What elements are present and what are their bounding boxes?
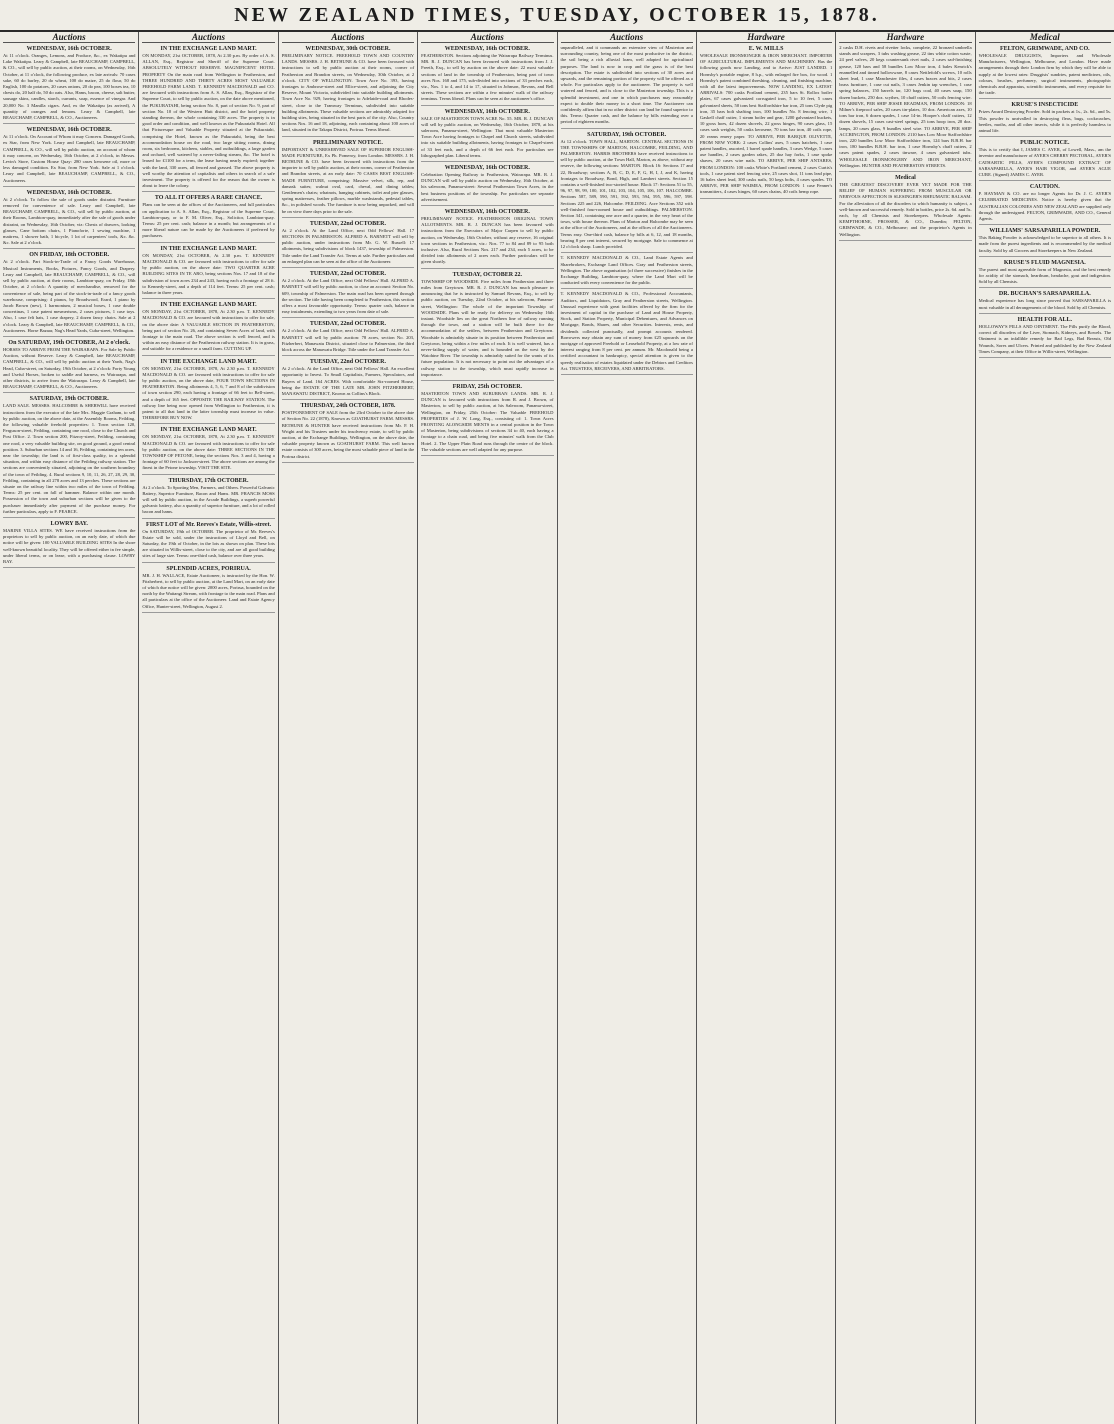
notice-title: PUBLIC NOTICE. — [1020, 140, 1070, 147]
notice — [282, 320, 414, 356]
notice-title: ON FRIDAY, 18th OCTOBER. — [29, 252, 110, 259]
column-heading: Auctions — [421, 32, 553, 43]
notice — [421, 45, 553, 106]
notice-body: At 2 o'clock. At the Land Office, next Odd Fellows' Hall. ALFRED A. BARNETT will sell by public auction, to close an account: Section No. 609, township of Palmerston. The main road has been opened through the section. The title having been completed to Featherston, this section offers a most favourable opportunity. Terms: quarter cash, balance in easy instalments, extending to two years from date of sale. — [281, 278, 415, 315]
notice-body: HORSES TO ARRIVE FROM THE WAIRARAPA. For Sale by Public Auction, without Reserve. Leary & Campbell, late BEAUCHAMP, CAMPBELL, & CO., will sell by public auction at their Yards, Nag's Head, Cuba-street, on Saturday, 19th October, at 2 o'clock: Forty Young and Useful Horses, broken to saddle and harness, ex Wairarapa, and other districts, to arrive from the Wairarapa. Leary & Campbell, late BEAUCHAMP, CAMPBELL, & CO., Auctioneers. — [3, 346, 136, 390]
notice-title: SATURDAY, 19th OCTOBER. — [587, 131, 667, 138]
notice — [282, 139, 414, 218]
notice-title: WEDNESDAY, 16th OCTOBER. — [26, 127, 112, 134]
notice-title: On SATURDAY, 19th OCTOBER, At 2 o'clock. — [8, 339, 130, 346]
notice-body: THE GREATEST DISCOVERY EVER YET MADE FOR THE RELIEF OF HUMAN SUFFERING FROM MUSCULAR OR NERVOUS AFFECTION IS SLESINGER'S RHEUMATIC BALSAM. For the alleviation of all the disorders to which humanity is subject, a well-known and successful remedy. Sold in bottles, price 2s. 6d. and 5s. each, by all Chemists and Storekeepers. Wholesale Agents: KEMPTHORNE, PROSSER, & CO., Dunedin; FELTON, GRIMWADE, & CO., Melbourne; and the proprietor's Agents in Wellington. — [839, 182, 972, 237]
notice — [421, 108, 553, 162]
notice-title: TUESDAY, 22nd OCTOBER. — [309, 359, 387, 366]
notice — [979, 316, 1111, 358]
column-heading: Auctions — [282, 32, 414, 43]
notice — [3, 339, 135, 393]
notice-title: IN THE EXCHANGE LAND MART. — [160, 302, 257, 309]
notice-body: At 2 o'clock. At the Land Office, next Odd Fellows' Hall. An excellent opportunity to Invest. To Small Capitalists, Farmers, Speculators, and Buyers of Land. 164 ACRES. With comfortable Six-roomed House, being the ESTATE OF THE LATE MR. JOHN PITZHERBERT, MANAWATU DISTRICT, Known as Collins's Block. — [281, 366, 415, 396]
notice-body: At 2 o'clock. To Sporting Men, Farmers, and Others. Powerful Galvanic Battery, Superior Furniture, Bacon and Hams. MR. FRANCIS MOSS will sell by public auction, in the Arcade Buildings, a superb powerful galvanic battery, also a quantity of superior furniture, and a lot of rolled bacon and hams. — [142, 484, 275, 515]
columns — [0, 32, 1114, 1424]
notice-title: IN THE EXCHANGE LAND MART. — [160, 427, 257, 434]
column-heading: Hardware — [839, 32, 971, 43]
column-heading: Medical — [979, 32, 1111, 43]
notice-title: CAUTION. — [1029, 184, 1060, 191]
notice — [979, 259, 1111, 289]
notice-body: ON MONDAY, 21st OCTOBER, 1878, At 2.30 p.m. T. KENNEDY MACDONALD & CO. are favoured with instructions to offer for sale, on the above date: A VALUABLE SECTION IN FEATHERSTON, being part of section No. 26, and containing Seven Acres of land, with frontage to the main road. The above section is well fenced, and is within an easy distance of the Featherston railway station. It is in grass, and suitable for a residence or a small farm. CUTTING UP. — [142, 309, 275, 352]
notice-body: PRELIMINARY NOTICE. FREEHOLD TOWN AND COUNTRY LANDS. MESSRS. J. H. BETHUNE & CO. have been favoured with instructions to sell by public auction at their rooms, corner of Featherston and Brandon streets, on Wednesday, 30th October, at 2 o'clock. CITY OF WELLINGTON. Town Acre No. 393, having frontages to Ambrose-street and Ellice-street, and adjoining the City Reserve, Mount Victoria, subdivided into suitable building allotments. Town Acre No. 929, having frontages to Adelaide-road and Rhodes-street, close to the Tramway Terminus, subdivided into suitable building allotments. These valuable sections are admirably adapted for building sites, being situated in the best parts of the city. Also, Country sections Nos. 16 and 18, adjoining, each containing about 100 acres of land, situated in the Takapu District, Porirua. Terms liberal. — [281, 53, 415, 133]
notice-title: WEDNESDAY, 16th OCTOBER. — [444, 108, 530, 115]
notice-title: KRUSE'S FLUID MAGNESIA. — [1003, 259, 1086, 266]
notice-body: Celebration Opening Railway to Featherston, Wairarapa. MR. R. J. DUNCAN will sell by public auction on Wednesday, 16th October, at his saleroom, Panama-street: Several Featherston Town Acres, in the best business positions of the township. For particulars see separate advertisement. — [421, 172, 554, 202]
notice — [839, 45, 971, 172]
notice-title: KRUSE'S INSECTICIDE — [1011, 102, 1079, 109]
column-heading: Hardware — [700, 32, 832, 43]
notice — [142, 521, 274, 563]
notice — [979, 45, 1111, 99]
notice-body: MARINE VILLA SITES. WE have received instructions from the proprietors to sell by public auction, on an early date, of which due notice will be given: 100 VALUABLE BUILDING SITES In the shore well-known beautiful locality. They will be offered either in fee simple, under liberal terms, or on lease, with a purchasing clause. LOWRY BAY. — [3, 528, 136, 565]
notice-title: FIRST LOT of Mr. Reeves's Estate, Willis-street. — [146, 521, 272, 528]
notice-body: Medical experience has long since proved that SARSAPARILLA is most valuable in all derangements of the blood. Sold by all Chemists. — [978, 298, 1111, 310]
notice — [282, 270, 414, 318]
notice — [839, 174, 971, 241]
column-5 — [557, 32, 696, 1424]
notice — [421, 164, 553, 206]
notice — [979, 227, 1111, 257]
notice — [142, 358, 274, 425]
notice — [142, 565, 274, 613]
notice-title: PRELIMINARY NOTICE. — [312, 139, 383, 146]
notice — [142, 301, 274, 355]
notice-title: WEDNESDAY, 16th OCTOBER. — [444, 46, 530, 52]
notice-body: MASTERTON TOWN AND SUBURBAN LANDS. MR. R. J. DUNCAN is favoured with instructions from R. and J. Brown, of Masterton, to sell by public auction, at his Saleroom, Panama-street, Wellington, on Friday, 25th October: The Valuable FREEHOLD PROPERTIES of J. W. Long, Esq., consisting of: 1. Town Acres FRONTING ALONGSIDE MENTS in a central position in the Town of Masterton, being subdivisions of sections 34 to 40, each having a frontage to a chain road, and being five minutes' walk from the Club Hotel. 2. The Upper Plain Road runs through the centre of the block. The valuable sections are well adapted for any purpose. — [421, 390, 554, 452]
notice-body: T. KENNEDY MACDONALD & CO., Professional Accountants, Auditors, and Liquidators, Gray and Featherston streets, Wellington. Unusual experience with great facilities offered by the firm for the investment of capital in the purchase of Land and House Property, Stock, and Station Property, Municipal Debentures, and Advances on Mortgage, Bonds, Shares, and other Securities. Interests, rents, and dividends collected punctually, and prompt accounts rendered. Borrowers may obtain any sum of money from £25 upwards on the mortgage of approved Freehold or Leasehold Property, at a low rate of interest ranging from 8 per cent. per annum. Mr. Macdonald being a certified accountant in bankruptcy, special attention is given to the speedy realisation of estates liquidated under the Debtors and Creditors Act. TRUSTEES, RECEIVERS, AND ARBITRATORS. — [560, 291, 693, 371]
notice-title: IN THE EXCHANGE LAND MART. — [160, 358, 257, 365]
notice-body: PRELIMINARY NOTICE. FEATHERSTON ORIGINAL TOWN ALLOTMENTS. MR. R. J. DUNCAN has been favoured with instructions from the Executors of Major Carpen to sell by public auction, on Wednesday, 16th October, without any reserve, 16 original town sections in Featherston, viz.: Nos. 77 to 84 and 89 to 95 both inclusive. Also, Rural Sections Nos. 217 and 234, each 5 acres, to be divided into allotments of 2 acres each. Further particulars will be given shortly. — [421, 216, 554, 265]
notice-title: Medical — [895, 175, 916, 182]
notice-body: unparalleled, and it commands an extensive view of Masterton and surrounding country, being one of the most productive in the district, the soil being a rich alluvial loam, well adapted for agricultural purposes. The land is now in crop and the grass is of the best description. The estate is subdivided into sections of 30 acres and upwards, and the remaining portion of the property will be offered as a whole. For particulars apply to the auctioneer. The property is well watered and fenced, and is close to the Masterton township. This is a splendid investment, and one in which purchasers may reasonably expect to double their money in a short time. The Auctioneer can confidently affirm that in no other district can land be found superior to this. Terms: Quarter cash, and the balance by bills extending over a period of eighteen months. — [560, 45, 693, 125]
notice-title: TUESDAY, 22nd OCTOBER. — [309, 271, 387, 278]
notice-title: WILLIAMS' SARSAPARILLA POWDER. — [989, 228, 1101, 235]
notice-body: MR. J. H. WALLACE, Estate Auctioneer, is instructed by the Hon. W. Fitzherbert, to sell by public auction, at the Land Mart, on an early date of which due notice will be given: 2000 acres, Porirua, bounded on the north by the Waitangi Stream, with frontage to the main road. Plans and all particulars at the office of the Auctioneer. Land and Estate Agency Office, Hunter-street, Wellington, August 2. — [142, 572, 275, 609]
notice — [979, 101, 1111, 137]
notice-body: T. KENNEDY MACDONALD & CO., Land Estate Agents and Sharebrokers, Exchange Land Offices. Gray and Featherston streets, Wellington. The above organisation (of three successive) finishes in the Exchange Building, Lambton-quay, where the Land Mart will be conducted with every convenience for the public. — [560, 255, 693, 286]
notice-title: THURSDAY, 17th OCTOBER. — [168, 477, 249, 484]
notice — [700, 45, 832, 199]
notice — [561, 255, 693, 289]
notice-title: WEDNESDAY, 16th OCTOBER. — [26, 189, 112, 196]
notice — [561, 291, 693, 375]
notice-body: ON MONDAY, 21st OCTOBER, 1878, At 2.30 p.m. T. KENNEDY MACDONALD & CO. are favoured with instructions to offer for sale by public auction, on the above date, FOUR TOWN SECTIONS IN FEATHERSTON. Being allotments 4, 5, 6, 7 and 8 of the subdivision of town section 290, each having a frontage of 66 feet to Bell-street, and a depth of 165 feet. OPPOSITE THE RAILWAY STATION. The railway line being now opened from Wellington to Featherston, it is patent to all that land in the latter township must increase in value. THEREFORE BUY NOW. — [142, 365, 275, 421]
notice-title: WEDNESDAY, 30th OCTOBER. — [305, 46, 391, 52]
notice — [282, 402, 414, 463]
notice — [979, 139, 1111, 181]
column-7 — [835, 32, 974, 1424]
notice — [282, 358, 414, 400]
notice — [3, 189, 135, 250]
notice-body: HOLLOWAY'S PILLS AND OINTMENT. The Pills purify the Blood, correct all disorders of the Liver, Stomach, Kidneys, and Bowels. The Ointment is an infallible remedy for Bad Legs, Bad Breasts, Old Wounds, Sores and Ulcers. Printed and published by the New Zealand Times Company, at their Office in Willis-street, Wellington. — [978, 323, 1111, 354]
notice-title: E. W. MILLS — [748, 46, 784, 52]
notice-title: TUESDAY, 22nd OCTOBER. — [309, 321, 387, 328]
notice — [282, 220, 414, 268]
notice — [3, 45, 135, 124]
notice-body: 2 casks D.H. rivets and rivetter locks, complete, 22 bronzed umbrella stands and scrapers, 3 tubs washing grease, 22 tins white cotton waste, 24 peel valves, 20 kegs countersunk rivet nails, 2 cases sad-finishing grease, 120 bars and 58 bundles Low Moor iron, 4 bales Kenrick's enamelled and tinned hollowware, 8 cases Nettlefold's screws, 10 rolls sheet lead, 1 case Manchester files, 4 cases braces and bits, 2 cases brass furniture, 1 case cut nails, 3 cases Jenkin tap wrenches, 1 case spring balances, 150 barrels tar, 120 bags coal, 40 cases soap, 150 dozen buckets, 250 doz. scythes, 10 chaff cutters, 50 coils fencing wire. TO ARRIVE, PER SHIP JESSIE READMAN, FROM LONDON: 18 Milner's fireproof safes, 20 cases tin-plates, 10 doz. American axes, 10 tons bar iron, 6 dozen spades, 1 case 14-in. Hooper's chaff cutters, 12 dozen shovels, 15 cases cast-steel springs, 25 tons hoop iron, 20 doz. lamps, 20 cases glass, 9 bundles steel wire. TO ARRIVE, PER SHIP ACCRINGTON, FROM LONDON: 2110 bars Low Moor Staffordshire iron, 220 bundles Low Moor Staffordshire iron, 124 bars B.B.H. bar iron, 180 bundles B.B.H. bar iron, 1 case Hornsby's chaff cutters, 2 cases patent spades, 2 cases tinware, 4 cases galvanized tubs. WHOLESALE IRONMONGERY AND IRON MERCHANT, Wellington. HUNTER AND FEATHERSTON STREETS. — [839, 45, 972, 168]
notice — [421, 271, 553, 381]
notice-body: SALE OF MASTERTON TOWN ACRE No. 55. MR. R. J. DUNCAN will sell by public auction, on Wednesday, 16th October, 1878, at his saleroom, Panama-street, Wellington: That most valuable Masterton Town Acre having frontages to Chapel and Church streets, subdivided into six suitable building allotments, having frontages to Chapel-street of 33 feet each, and a depth of 66 feet each. For particulars see lithographed plan. Liberal terms. — [421, 115, 554, 158]
notice-title: TUESDAY, 22nd OCTOBER. — [309, 220, 387, 227]
notice-title: HEALTH FOR ALL. — [1017, 316, 1072, 323]
column-2 — [138, 32, 277, 1424]
notice-title: SPLENDID ACRES, PORIRUA. — [166, 565, 251, 572]
notice-body: LAND SALE. MESSRS. HALCOMBE & SHERWILL have received instructions from the executor of the late Mrs. Maggie Graham, to sell by public auction, on the above date, at the Assembly Rooms, Feilding, the following valuable freehold properties: 1. Town section 120, Ferguson-street, Feilding, containing one rood, close to the Church and Post Office. 2. Town section 200, Fitzroy-street, Feilding, containing one rood, a very valuable building site, on good ground, a good central position. 3. Suburban sections 14 and 16, Feilding, containing ten acres, near the township; the land is of first-class quality, in a splendid situation, and within easy distance of the Feilding railway station. The sections are conveniently situated, adjoining on the southern boundary of the town of Feilding. 4. Rural sections 9, 10, 11, 26, 27, 28, 29, 30, Feilding, containing in all 278 acres and 13 perches. These sections are situate on the railway line within two miles of the town of Feilding. Terms: 25 per cent. on fall of hammer. Balance within one month. Possession of the town and suburban sections will be given to the purchaser immediately after payment of the purchase money. For further particulars, apply to F. PEARCE. — [3, 403, 136, 514]
notice-body: FEATHERSTON. Sections adjoining the Wairarapa Railway Terminus. MR. R. J. DUNCAN has been favoured with instructions from J. J. Freeth, Esq., to sell by auction on the above date: 22 most valuable sections of land in the township of Featherston, being part of town acres Nos. 168 and 175, sub-divided into sections of 33 perches each, viz., Nos. 1 to 4, and 14 to 17, situated in Johnson, Revans, and Bell streets. These sections are within a few minutes' walk of the railway terminus. Terms liberal. Plans can be seen at the auctioneer's office. — [421, 53, 554, 102]
notice-title: LOWRY BAY. — [50, 521, 88, 527]
notice — [561, 45, 693, 129]
notice-body: IMPORTANT & UNRESERVED SALE OF SUPERIOR ENGLISH-MADE FURNITURE, Ex Ph. Pomeroy, from London. MESSRS. J. H. BETHUNE & CO. have been favoured with instructions from the importer to sell by public auction, at their rooms, corner of Featherston and Brandon streets, at an early date: 70 CASES BEST ENGLISH-MADE FURNITURE, comprising: Massive velvet, silk, rep, and damask suites; walnut oval, card, cheval, and dining tables; Gentlemen's chairs; whatnots, hanging cabinets, toilet and pier glasses, spring mattresses, feather pillows, marble washstands, pedestal tables, &c., in polished woods. The furniture is now being unpacked, and will be on view three days prior to the sale. — [281, 146, 415, 214]
column-8 — [975, 32, 1114, 1424]
notice-title: FRIDAY, 25th OCTOBER. — [452, 383, 523, 390]
notice — [979, 183, 1111, 225]
notice — [421, 383, 553, 456]
notice-title: THURSDAY, 24th OCTOBER, 1878. — [300, 403, 396, 410]
column-3 — [278, 32, 417, 1424]
column-4 — [417, 32, 556, 1424]
notice — [561, 131, 693, 254]
column-heading: Auctions — [3, 32, 135, 43]
notice-body: The purest and most agreeable form of Magnesia, and the best remedy for acidity of the stomach, heartburn, headache, gout and indigestion. Sold by all Chemists. — [978, 266, 1111, 285]
notice — [3, 126, 135, 187]
notice-title: WEDNESDAY, 16th OCTOBER. — [444, 165, 530, 172]
notice-title: WEDNESDAY, 16th OCTOBER. — [26, 46, 112, 52]
column-1 — [0, 32, 138, 1424]
notice — [142, 426, 274, 474]
notice-title: WEDNESDAY, 16th OCTOBER. — [444, 209, 530, 216]
masthead: NEW ZEALAND TIMES, TUESDAY, OCTOBER 15, 1878. — [0, 0, 1114, 32]
notice-title: TUESDAY, OCTOBER 22. — [452, 271, 523, 278]
notice — [3, 251, 135, 336]
notice — [142, 194, 274, 242]
column-heading: Auctions — [561, 32, 693, 43]
notice-body: ON MONDAY, 21st OCTOBER, 1878, At 2.30 p.m. T. KENNEDY MACDONALD & CO. are favoured with instructions to offer for sale by public auction, on the above date: THREE SECTIONS IN THE TOWNSHIP OF PETONE, being the sections Nos. 3 and 4, having a frontage of 60 feet to Jackson-street. The above sections are among the finest in the Petone township. VISIT THE SITE. — [142, 434, 275, 471]
notice-title: IN THE EXCHANGE LAND MART. — [160, 46, 257, 52]
notice — [282, 45, 414, 137]
notice-body: At 12 o'clock. TOWN HALL, MARTON. CENTRAL SECTIONS IN THE TOWNSHIPS OF MARTON, HALCOMBE, FEILDING, AND PALMERSTON. HARRIS BROTHERS have received instructions to sell by public auction, at the Town Hall, Marton, as above, without any reserve, the following sections: MARTON. Block 16: Sections 17 and 22, Broadway; sections A, B, C, D, E, F, G, H, I, J, and K, having frontages to Broadway, Bond, High, and Lambert streets. Section 15 contains a well-finished two-storied house. Block 17: Sections 51 to 55, 96, 97, 98, 99, 100, 101, 102, 103, 104, 105, 106, 107. HALCOMBE. Sections 587, 589, 590, 591, 592, 593, 594, 595, 596, 597, 598. Sections 225 and 226, Halcombe. FEILDING. Acre Sections 352 with well-finished four-roomed house and outbuildings. PALMERSTON. Section 341, containing one acre and a quarter, in the very heart of the town, with house thereon. Plans of Marton and Halcombe may be seen at the office of the Auctioneers, and at the offices of all the Auctioneers. Terms easy. One-third cash, balance by bills at 6, 12, and 18 months, bearing 8 per cent interest, secured by mortgage. Sale to commence at 12 o'clock sharp. Lunch provided. — [560, 138, 693, 250]
notice-body: At 11 o'clock. On Account of Whom it may Concern. Damaged Goods, ex Star, from New York. Leary and Campbell, late BEAUCHAMP, CAMPBELL, & CO., will sell by public auction, on account of whom it may concern, on Wednesday, 16th October, at 2 o'clock, in Messrs. Levin's Store, Custom House Quay: 280 cases kerosene oil, more or less damaged condition. Ex Star, from New York. Sale at 1 o'clock. Leary and Campbell, late BEAUCHAMP, CAMPBELL, & CO., Auctioneers. — [3, 134, 136, 183]
notice — [142, 477, 274, 519]
notice-body: On SATURDAY, 19th of OCTOBER. The proprietor of Mr. Reeves's Estate will be sold, under the instructions of Lloyd and Bell, on Saturday, the 19th of October, in the lots as shown on plan. These lots are situated in Willis-street, close to the city, and are all good building sites of large size. Terms: one-third cash, balance over three years. — [142, 528, 275, 559]
notice — [3, 395, 135, 518]
notice-body: WHOLESALE DRUGGISTS, Importers and Wholesale Manufacturers, Wellington, Melbourne, and London. Have made arrangements through their London firm by which they will be able to supply at the lowest rates: Druggists' sundries, patent medicines, oils, colours, brushes, perfumery, surgical instruments, photographic chemicals and apparatus, scientific instruments, and every requisite for the trade. — [978, 53, 1111, 96]
notice — [3, 520, 135, 568]
notice-title: IN THE EXCHANGE LAND MART. — [160, 245, 257, 252]
notice-body: WHOLESALE IRONMONGER & IRON MERCHANT. IMPORTER OF AGRICULTURAL IMPLEMENTS AND MACHINERY. Has the following goods now Landing, and to Arrive: JUST LANDED. 1 Hornsby's portable engine, 8 h.p., with enlarged fire box, for wood. 1 Hornsby's patent combined threshing, cleaning, and finishing machine, with all the latest improvements. NOW LANDING, EX LATEST ARRIVALS: 700 casks Portland cement, 235 bars St. Rollox boiler plates, 67 cases galvanized corrugated iron, 5 to 10 feet, 5 cases galvanized sheets, 50 tons best Staffordshire bar iron, 25 tons Clyde pig iron, 35 bars bolt shafting iron, 100 bundles No. 8 fencing wire, 1 Gaskell chaff cutter, 1 steam boiler and gear, 1200 galvanized buckets, 10 gross hoes, 42 dozen shovels, 22 gross hinges, 90 cases glass, 15 cases sash weights, 50 casks kerosene, 70 tons bar iron, 40 coils rope, 20 reams emery paper. TO ARRIVE, PER BARQUE OLIVETTE, FROM NEW YORK: 2 cases Collins' axes, 5 cases hatchets, 1 case patent handles, assorted, 1 barrel spade handles, 3 cases Wedge, 5 cases axe handles, 2 cases garden rakes, 25 doz hay forks, 1 case spoke shaves, 20 cases wire nails. TO ARRIVE, PER SHIP ANTARES, FROM LONDON: 100 casks White's Portland cement, 2 cases Curtis's tools, 1 case patent steel fencing wire, 25 cases shot, 11 tons lead pipe, 16 bales sheet lead, 300 casks nails, 50 kegs bolts, 4 cases spades. TO ARRIVE, PER SHIP WAIMEA, FROM LONDON: 1 case Fenner's transmitters, 4 cases hinges, 60 cases chains, 40 coils hemp rope. — [699, 53, 833, 195]
notice-body: At 2 o'clock. At the Land Office, next Odd Fellows' Hall. ALFRED A. BARNETT will sell by public auction: 78 acres, section No. 203, Fitzherbert, Manawatu District, situated close to Palmerston, the third block across the Manawatu Bridge. Title under the Land Transfer Act. — [281, 328, 415, 352]
notice-title: FELTON, GRIMWADE, AND CO. — [999, 46, 1090, 52]
notice-title: SATURDAY, 19th OCTOBER. — [29, 396, 109, 403]
notice — [142, 45, 274, 192]
notice-body: Prizes Award Destroying Powder. Sold in packets at 1s., 2s. 6d., and 5s. This powder is unrivalled in destroying fleas, bugs, cockroaches, beetles, moths, and all other insects, while it is perfectly harmless to animal life. — [978, 109, 1111, 134]
notice-body: Plans can be seen at the offices of the Auctioneers, and full particulars on application to A. S. Allan, Esq., Registrar of the Supreme Court, Lambton-quay, or to F. M. Oliver, Esq., Solicitor, Lambton-quay. Terms: 25 per cent. cash; balance in a month; but arrangements of a more liberal nature can be made by the Auctioneers if preferred by purchasers. — [142, 202, 275, 239]
notice-body: POSTPONEMENT OF SALE from the 23rd October to the above date of Section No. 22 (1878), Known as GOATHURST FARM. MESSRS. BETHUNE & HUNTER have received instructions from Mr. F. H. Wright and his Trustees under his insolvency estate, to sell by public auction, at the Exchange Buildings, Wellington, on the above date, the valuable property known as GOATHURST FARM. This well known estate consists of 300 acres, being the most valuable piece of land in the Porirua district. — [281, 410, 415, 459]
notice-title: DR. BUCHAN'S SARSAPARILLA. — [998, 291, 1091, 298]
notice-body: TOWNSHIP OF WOODSIDE. Five miles from Featherston and three miles from Greytown. MR. R. J. DUNCAN has much pleasure in announcing that he is instructed by Samuel Revans, Esq., to sell by public auction, on Tuesday, 22nd October, at his saleroom, Panama-street, Wellington: The whole of the important Township of WOODSIDE. Plans will be ready for delivery on Wednesday 16th instant. Woodside lies on the great Northern line of railway running through the town, and a station will be built there for the accommodation of the settlers, between Featherston and Greytown. Woodside is admirably situate in its position between Featherston and Greytown, being within a few miles of each. It is well watered, has a never-failing supply of water, and is bounded on the west by the Waiohine River. The township is admirably suited for the wants of its future population. It is not necessary to point out the advantages of a railway station to the township, which must rapidly increase in importance. — [421, 278, 554, 377]
notice-body: At 2 o'clock. To follow the sale of goods under distraint. Furniture removed for convenience of sale. Leary and Campbell, late BEAUCHAMP, CAMPBELL, & CO., will sell by public auction, at their Rooms, Lambton-quay, immediately after the sale of goods under distraint, on Wednesday, 16th October, viz: Chests of drawers, looking glasses, Cane bottom chairs, 1 Pianoforte, 1 sewing machine, 1 mattress, 1 shower bath, 1 bicycle, 1 lot of carpenters' tools, &c. &c. &c. Sale at 2 o'clock. — [3, 196, 136, 246]
column-heading: Auctions — [142, 32, 274, 43]
notice-body: ON MONDAY, 21st OCTOBER, 1878, At 2.30 p.m. By order of A. S. ALLAN, Esq., Registrar and Sheriff of the Supreme Court. ABSOLUTELY WITHOUT RESERVE. MAGNIFICENT HOTEL PROPERTY On the main road from Wellington to Featherston, and THREE HUNDRED AND THIRTY ACRES MOST VALUABLE FREEHOLD FARM LAND. T. KENNEDY MACDONALD and CO. are favoured with instructions from A. S. Allan, Esq., Registrar of the Supreme Court, to sell by public auction, on the date above mentioned, the PUKURATAHI, being section No. 8, part of section No. 9, part of section No. 10 of the Western Hutt district, and the hotel property standing thereon, the whole containing 330 acres. The property is in good order and condition, and well known as the Pukuratahi Hotel. All that Picturesque and Valuable Property situated at the Pukuratahi, comprising the Hotel, known as the Pakuratahi, being the best accommodation house on the road, two large sitting rooms, dining room, six bedrooms, kitchens, stables, and outbuildings, a large garden and orchard, well watered by a never-failing stream, &c. The hotel is leased for £1100 for a term, the lease having nearly expired; together with the land, 330 acres, all fenced and grassed. The above property is well worthy the attention of capitalists and others in search of a safe investment. The property is offered for the reason that the owner is about to leave the colony. — [142, 53, 275, 189]
notice-body: At 2 o'clock. Part Stock-in-Trade of a Fancy Goods Warehouse, Musical Instruments, Books, Pictures, Fancy Goods, and Drapery. Leary and Campbell, late BEAUCHAMP, CAMPBELL, & CO., will sell by public auction, at their rooms, Lambton-quay, on Friday, 18th October, at 2 o'clock: A quantity of merchandise, removed for the convenience of sale, being part of the stock-in-trade of a fancy goods warehouse, comprising: 4 pianos, by Broadwood, Erard, 1 piano by Jacob Brown (new), 1 harmonium, 2 musical boxes, 1 case double concertinas, 1 case patent mesmerisms, 2 cases pictures, 1 case toys. Also, 1 case felt hats, 1 case drapery, 2 dozen fancy chairs. Sale at 2 o'clock. Leary & Campbell, late BEAUCHAMP, CAMPBELL, & CO., Auctioneers. Horse Bazaar, Nag's Head Yards, Cuba-street, Wellington. — [3, 259, 136, 333]
notice-body: ON MONDAY, 21st OCTOBER, At 2.30 p.m. T. KENNEDY MACDONALD & CO. are favoured with instructions to offer for sale by public auction, on the above date: TWO QUARTER ACRE BUILDING SITES IN TE ARO, being sections Nos. 17 and 18 of the subdivision of town acres 234 and 243, having each a frontage of 28 ft. to Kennedy-street, and a depth of 114 feet. Terms: 25 per cent. cash; balance in three years. — [142, 252, 275, 295]
notice — [421, 208, 553, 269]
notice — [142, 245, 274, 299]
column-6 — [696, 32, 835, 1424]
notice-body: At 11 o'clock. Oranges, Lemons, and Produce, &c., ex Wakatipu and Lake Wakatipu. Leary & Campbell, late BEAUCHAMP, CAMPBELL, & CO., will sell by public auction, at their rooms, on Wednesday, 16th October, at 11 o'clock, the following produce, ex late arrivals: 70 cases sake, 60 do barley, 20 do wheat, 100 do maize, 25 do flour, 50 do English, 100 do potatoes, 20 cases onions, 20 do pea, 100 boxes tea, 10 chests do, 20 half do, 50 do oats. Also, Hams, bacon, cheese, salt butter, sausage skins, candles, starch, currants, soap, essence of vinegar. And 20,000 No. 3 Manilla cigars. And, ex the Wakatipu (as arrived), A quantity of oranges and lemons. Leary & Campbell, late BEAUCHAMP, CAMPBELL, & CO., Auctioneers. — [3, 53, 136, 121]
notice-title: TO ALL IT OFFERS A RARE CHANCE. — [154, 195, 263, 202]
notice-body: P. HAYMAN & CO. are no longer Agents for Dr. J. C. AYER'S CELEBRATED MEDICINES. Notice is hereby given that the AUSTRALIAN COLONIES AND NEW ZEALAND are supplied only through the undersigned. FELTON, GRIMWADE, AND CO., General Agents. — [978, 191, 1111, 222]
notice — [979, 290, 1111, 313]
notice-body: This Baking Powder is acknowledged to be superior to all others. It is made from the purest ingredients and is recommended by the medical faculty. Sold by all Grocers and Storekeepers in New Zealand. — [978, 235, 1111, 253]
notice-body: At 2 o'clock. At the Land Office, next Odd Fellows' Hall. 17 SECTIONS IN PALMERSTON. ALFRED A. BARNETT will sell by public auction, under instructions from Mr. G. W. Russell: 17 allotments, being subdivisions of block 1437, township of Palmerston. Title under the Land Transfer Act. Terms at sale. Further particulars and an enlarged plan can be seen at the office of the Auctioneer. — [281, 227, 415, 264]
notice-body: This is to certify that I, JAMES C. AYER, of Lowell, Mass., am the inventor and manufacturer of AYER'S CHERRY PECTORAL, AYER'S CATHARTIC PILLS, AYER'S COMPOUND EXTRACT OF SARSAPARILLA, AYER'S HAIR VIGOR, and AYER'S AGUE CURE. (Signed) JAMES C. AYER. — [978, 147, 1111, 178]
